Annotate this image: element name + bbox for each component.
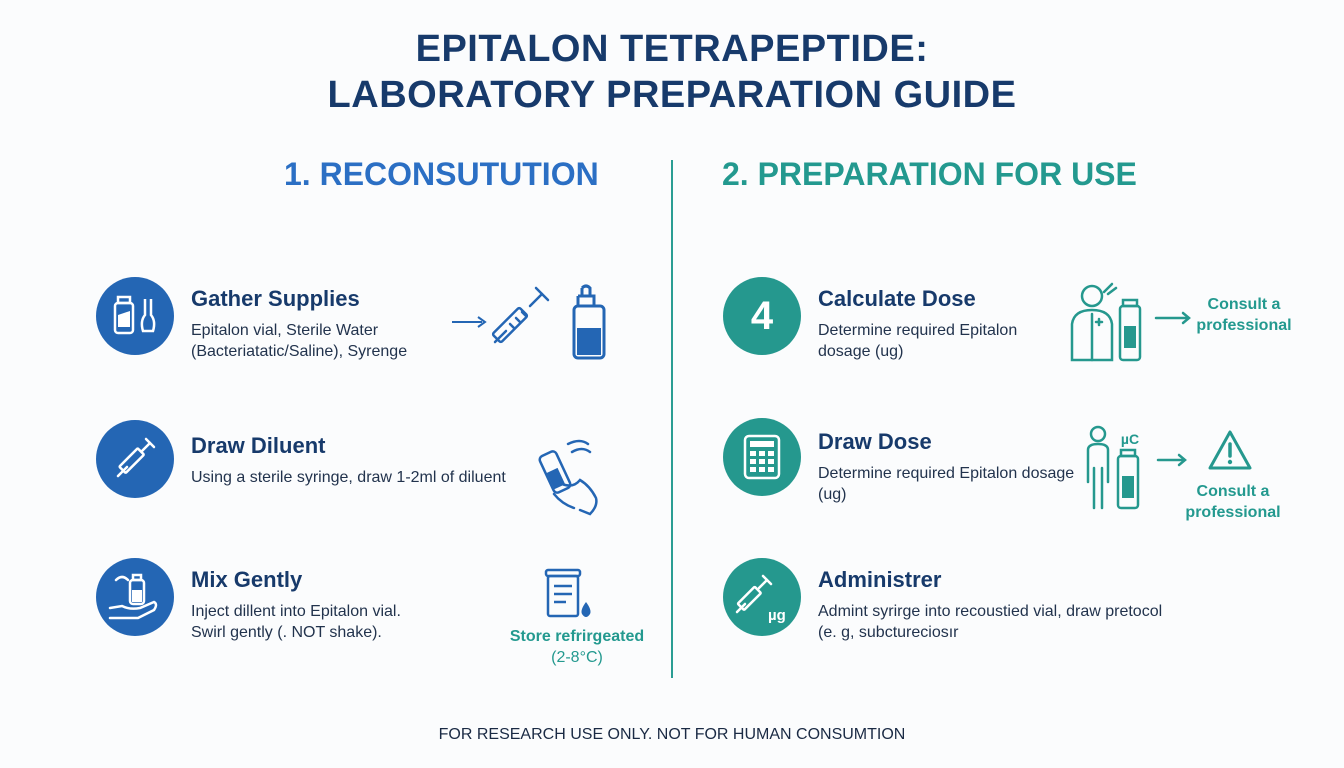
step-text-line: dosage (ug): [818, 343, 904, 360]
step-text-line: Epitalon vial, Sterile Water: [191, 322, 379, 339]
consult-note-2: [1178, 481, 1288, 523]
step-text-administer: [818, 601, 1162, 643]
step-title-gather-supplies: Gather Supplies: [191, 286, 360, 311]
hand-vial-icon: [96, 558, 174, 636]
step-text-line: Using a sterile syringe, draw 1-2ml of diluent: [191, 469, 506, 486]
step-text-mix-gently: [191, 601, 401, 643]
consult-note-line-2: professional: [1185, 504, 1281, 521]
step-text-line: Determine required Epitalon: [818, 322, 1018, 339]
step-text-gather-supplies: [191, 320, 407, 362]
step-text-line: Admint syrirge into recoustied vial, draw pretocol: [818, 603, 1163, 620]
syringe-icon: [96, 420, 174, 498]
step-title-administer: Administrer: [818, 567, 942, 592]
consult-note-1: [1190, 294, 1298, 336]
step-title-calculate-dose: Calculate Dose: [818, 286, 976, 311]
consult-note-line-1: Consult a: [1207, 296, 1281, 313]
step-text-line: Inject dillent into Epitalon vial.: [191, 603, 401, 620]
step-text-calculate-dose: [818, 320, 1017, 362]
page-title-line-2: LABORATORY PREPARATION GUIDE: [327, 74, 1017, 116]
step-title-draw-dose: Draw Dose: [818, 429, 932, 454]
step-text-draw-diluent: [191, 467, 506, 488]
syringe-and-vial-illustration: [448, 284, 618, 364]
step-text-line: (Bacteriatatic/Saline), Syrenge: [191, 343, 408, 360]
step-text-line: Swirl gently (. NOT shake).: [191, 624, 382, 641]
syringe-ug-icon: [723, 558, 801, 636]
doctor-and-vial-illustration: [1068, 280, 1200, 364]
microgram-label: µC: [1120, 431, 1140, 447]
section-heading-reconstitution: 1. RECONSUTUTION: [284, 156, 599, 192]
step-text-line: (e. g, subctureciosır: [818, 624, 959, 641]
step-text-line: Determine required Epitalon dosage: [818, 465, 1075, 482]
calculator-icon: [723, 418, 801, 496]
storage-note: [504, 626, 650, 668]
disclaimer-footer: FOR RESEARCH USE ONLY. NOT FOR HUMAN CONSUMTION: [438, 726, 906, 743]
page-title-line-1: EPITALON TETRAPEPTIDE:: [415, 28, 929, 70]
step-text-draw-dose: [818, 463, 1074, 505]
storage-note-line-1: Store refrirgeated: [509, 628, 645, 645]
consult-note-line-2: professional: [1196, 317, 1292, 334]
column-divider: [671, 160, 673, 678]
refrigerator-storage-icon: [540, 566, 596, 622]
vials-icon: [96, 277, 174, 355]
microgram-glyph: µg: [768, 607, 786, 624]
hand-holding-vial-illustration: [528, 434, 608, 520]
warning-icon: [1206, 428, 1254, 472]
storage-note-line-2: (2-8°C): [551, 649, 603, 666]
step-text-line: (ug): [818, 486, 847, 503]
step-title-draw-diluent: Draw Diluent: [191, 433, 326, 458]
step-title-mix-gently: Mix Gently: [191, 567, 303, 592]
step-number-badge: 4: [723, 277, 801, 355]
consult-note-line-1: Consult a: [1196, 483, 1270, 500]
section-heading-preparation: 2. PREPARATION FOR USE: [722, 156, 1137, 192]
